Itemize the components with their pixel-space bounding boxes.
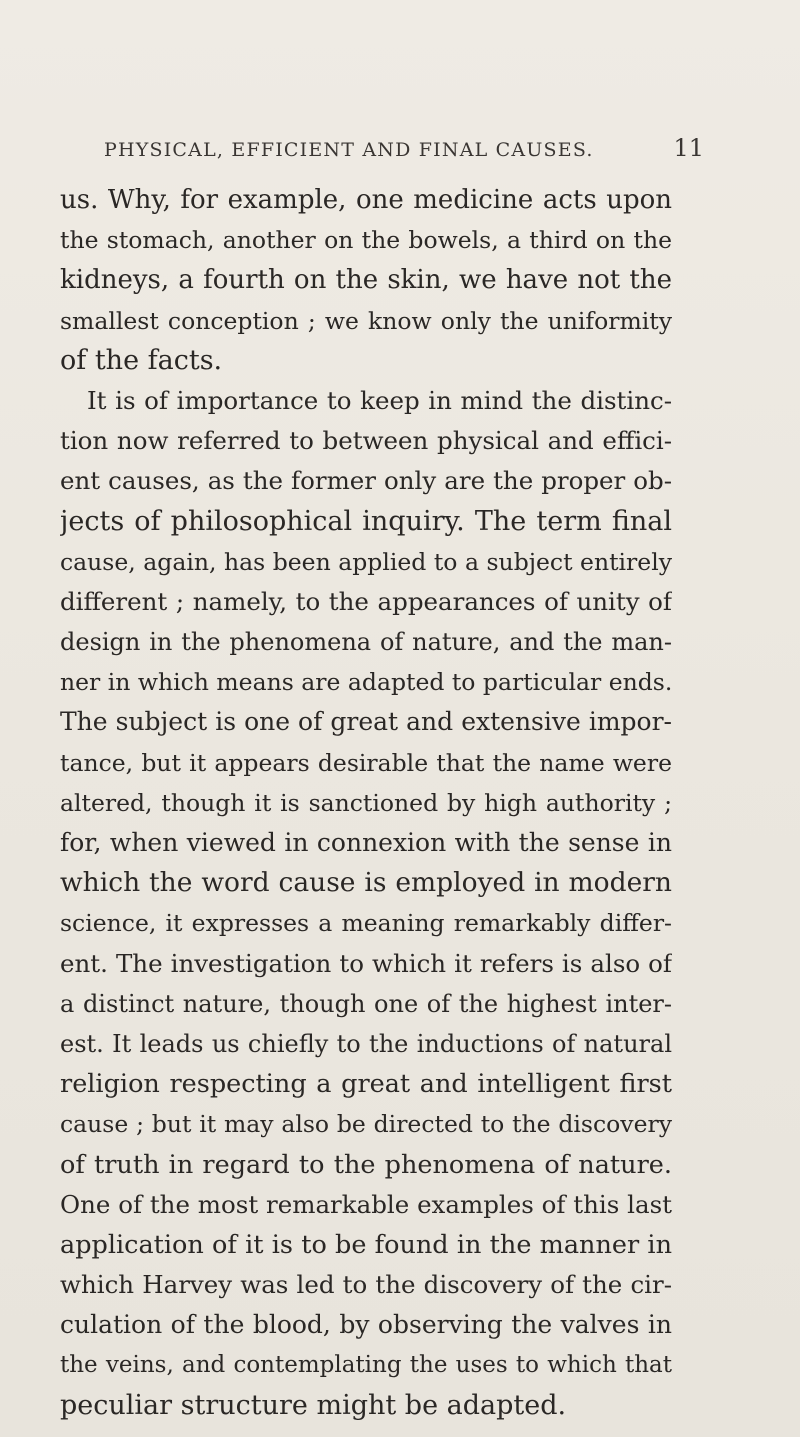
page-number: 11	[673, 134, 704, 162]
text-line: One of the most remarkable examples of this last	[60, 1189, 672, 1219]
body-text	[60, 180, 672, 1426]
text-line: tion now referred to between physical and effici-	[60, 426, 672, 456]
text-line: us. Why, for example, one medicine acts upon	[60, 185, 672, 215]
text-line: application of it is to be found in the manner in	[60, 1229, 672, 1260]
text-line: peculiar structure might be adapted.	[60, 1389, 567, 1421]
text-line: a distinct nature, though one of the highest inter-	[60, 989, 672, 1018]
text-line: culation of the blood, by observing the valves in	[60, 1310, 672, 1340]
text-line: altered, though it is sanctioned by high authority ;	[60, 788, 672, 817]
running-head	[104, 134, 704, 164]
text-line: which the word cause is employed in modern	[60, 867, 672, 899]
text-line: the stomach, another on the bowels, a third on the	[60, 226, 672, 255]
text-line: tance, but it appears desirable that the name were	[60, 748, 672, 777]
text-line: cause ; but it may also be directed to the discovery	[60, 1110, 672, 1139]
text-line: religion respecting a great and intelligent first	[60, 1069, 672, 1100]
text-line: science, it expresses a meaning remarkably differ-	[60, 909, 672, 938]
text-line: ner in which means are adapted to particular ends.	[60, 668, 672, 697]
text-line: est. It leads us chiefly to the inductions of natural	[60, 1029, 672, 1058]
paragraph-start-line: It is of importance to keep in mind the distinc-	[87, 385, 672, 415]
text-line: the veins, and contemplating the uses to which that	[60, 1352, 672, 1379]
text-line: smallest conception ; we know only the uniformity	[60, 306, 672, 335]
text-line: of the facts.	[60, 344, 223, 376]
text-line: ent. The investigation to which it refers is also of	[60, 948, 672, 978]
text-line: different ; namely, to the appearances of unity of	[60, 586, 672, 616]
text-line: design in the phenomena of nature, and the man-	[60, 628, 672, 657]
text-line: which Harvey was led to the discovery of the cir-	[60, 1270, 672, 1300]
text-line: kidneys, a fourth on the skin, we have not the	[60, 265, 672, 296]
running-head-title: PHYSICAL, EFFICIENT AND FINAL CAUSES.	[104, 139, 594, 161]
text-line: of truth in regard to the phenomena of nature.	[60, 1149, 672, 1180]
text-line: ent causes, as the former only are the proper ob-	[60, 466, 672, 496]
text-line: cause, again, has been applied to a subject entirely	[60, 547, 672, 576]
text-line: for, when viewed in connexion with the sense in	[60, 828, 672, 857]
text-line: jects of philosophical inquiry. The term final	[60, 505, 672, 537]
text-line: The subject is one of great and extensive impor-	[60, 707, 672, 737]
